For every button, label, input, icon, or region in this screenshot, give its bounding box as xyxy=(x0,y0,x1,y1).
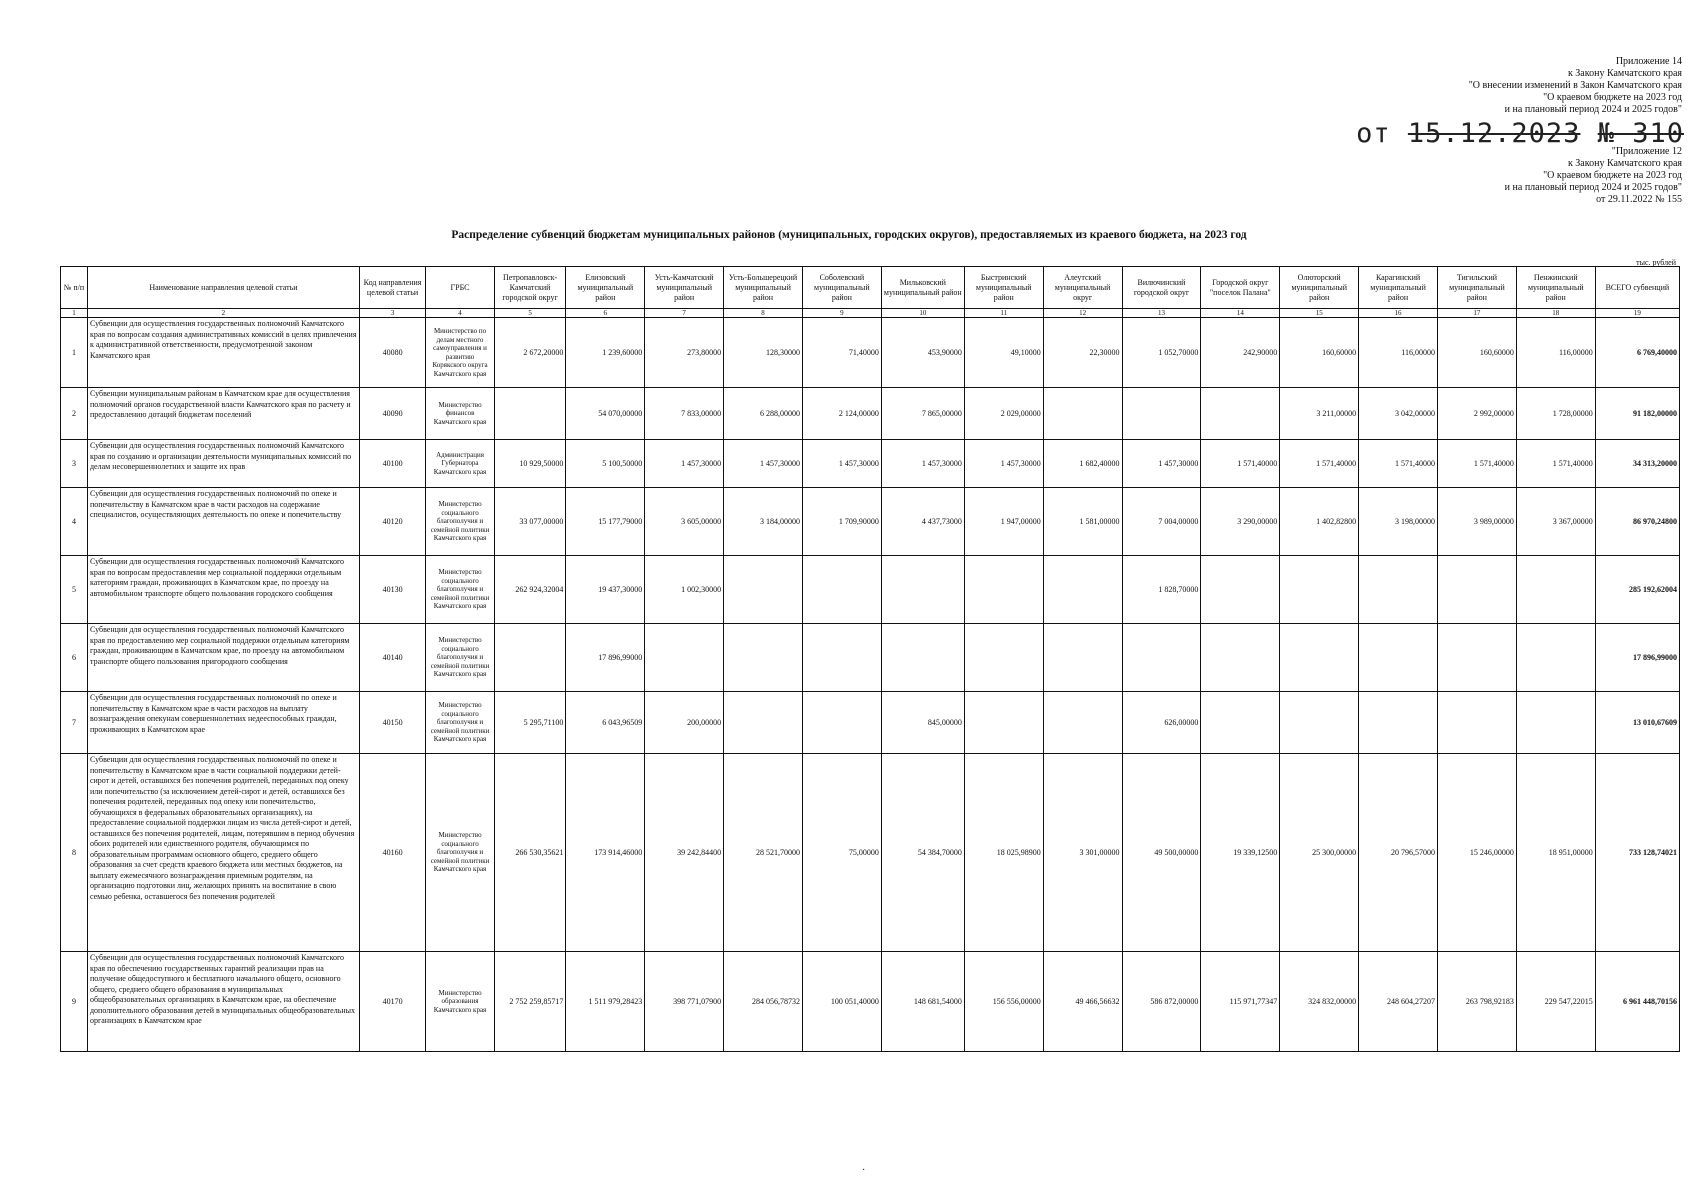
subvention-name: Субвенции для осуществления государственных полномочий Камчатского края по созданию и организации деятельности муниципальных комиссий по делам несовершеннолетних и защите их прав xyxy=(87,440,359,488)
amount-cell xyxy=(1516,556,1595,624)
appendix-line: "О краевом бюджете на 2023 год xyxy=(1543,170,1682,181)
amount-cell: 7 833,00000 xyxy=(645,388,724,440)
stamp-prefix: от xyxy=(1356,118,1391,149)
amount-cell xyxy=(645,624,724,692)
amount-cell: 229 547,22015 xyxy=(1516,952,1595,1052)
amount-cell xyxy=(1122,624,1201,692)
amount-cell: 173 914,46000 xyxy=(566,754,645,952)
amount-cell: 324 832,00000 xyxy=(1280,952,1359,1052)
amount-cell: 1 457,30000 xyxy=(802,440,881,488)
row-number: 4 xyxy=(61,488,88,556)
column-number: 10 xyxy=(881,309,964,318)
amount-cell xyxy=(802,556,881,624)
amount-cell: 6 288,00000 xyxy=(724,388,803,440)
appendix-line: к Закону Камчатского края xyxy=(1567,68,1682,79)
amount-cell: 25 300,00000 xyxy=(1280,754,1359,952)
appendix-line: и на плановый период 2024 и 2025 годов" xyxy=(1504,182,1682,193)
amount-cell: 1 828,70000 xyxy=(1122,556,1201,624)
column-header: ГРБС xyxy=(426,267,494,309)
column-header: Петропавловск-Камчатский городской округ xyxy=(494,267,566,309)
amount-cell: 1 571,40000 xyxy=(1280,440,1359,488)
amount-cell: 1 457,30000 xyxy=(881,440,964,488)
amount-cell xyxy=(1437,624,1516,692)
column-number: 3 xyxy=(359,309,425,318)
target-code: 40170 xyxy=(359,952,425,1052)
column-header: Елизовский муниципальный район xyxy=(566,267,645,309)
amount-cell xyxy=(1043,692,1122,754)
target-code: 40100 xyxy=(359,440,425,488)
column-number: 6 xyxy=(566,309,645,318)
amount-cell xyxy=(1043,388,1122,440)
amount-cell: 115 971,77347 xyxy=(1201,952,1280,1052)
subvention-name: Субвенции для осуществления государственных полномочий по опеке и попечительству в Камчатском крае в части расходов на содержание специалистов, осуществляющих деятельность по опеке и попечительству xyxy=(87,488,359,556)
target-code: 40150 xyxy=(359,692,425,754)
amount-cell: 3 042,00000 xyxy=(1359,388,1438,440)
column-number: 4 xyxy=(426,309,494,318)
total-cell: 6 769,40000 xyxy=(1595,318,1679,388)
amount-cell: 3 989,00000 xyxy=(1437,488,1516,556)
previous-appendix-header xyxy=(1262,146,1682,206)
table-column-number-row xyxy=(61,309,1680,318)
table-row xyxy=(61,692,1680,754)
amount-cell xyxy=(1359,556,1438,624)
amount-cell: 54 070,00000 xyxy=(566,388,645,440)
amount-cell xyxy=(1437,556,1516,624)
amount-cell: 2 672,20000 xyxy=(494,318,566,388)
amount-cell: 1 457,30000 xyxy=(1122,440,1201,488)
amount-cell: 116,00000 xyxy=(1516,318,1595,388)
target-code: 40090 xyxy=(359,388,425,440)
column-header: Мильковский муниципальный район xyxy=(881,267,964,309)
amount-cell: 17 896,99000 xyxy=(566,624,645,692)
amount-cell: 1 457,30000 xyxy=(964,440,1043,488)
amount-cell xyxy=(1201,692,1280,754)
table-row xyxy=(61,754,1680,952)
amount-cell xyxy=(1359,692,1438,754)
column-number: 17 xyxy=(1437,309,1516,318)
amount-cell: 22,30000 xyxy=(1043,318,1122,388)
amount-cell xyxy=(724,624,803,692)
amount-cell xyxy=(802,624,881,692)
amount-cell xyxy=(494,624,566,692)
amount-cell: 71,40000 xyxy=(802,318,881,388)
amount-cell: 3 367,00000 xyxy=(1516,488,1595,556)
amount-cell: 398 771,07900 xyxy=(645,952,724,1052)
row-number: 6 xyxy=(61,624,88,692)
total-cell: 91 182,00000 xyxy=(1595,388,1679,440)
appendix-line: "Приложение 12 xyxy=(1611,146,1682,157)
amount-cell: 2 752 259,85717 xyxy=(494,952,566,1052)
amount-cell: 5 100,50000 xyxy=(566,440,645,488)
table-header-row xyxy=(61,267,1680,309)
amount-cell: 75,00000 xyxy=(802,754,881,952)
total-cell: 17 896,99000 xyxy=(1595,624,1679,692)
budget-administrator: Администрация Губернатора Камчатского края xyxy=(426,440,494,488)
column-number: 12 xyxy=(1043,309,1122,318)
table-row xyxy=(61,488,1680,556)
budget-administrator: Министерство финансов Камчатского края xyxy=(426,388,494,440)
subventions-table xyxy=(60,266,1680,1052)
amount-cell: 33 077,00000 xyxy=(494,488,566,556)
document-title: Распределение субвенций бюджетам муниципальных районов (муниципальных, городских округов), предоставляемых из краевого бюджета, на 2023 год xyxy=(451,229,1247,241)
amount-cell xyxy=(1516,624,1595,692)
amount-cell xyxy=(724,556,803,624)
column-number: 7 xyxy=(645,309,724,318)
column-header: Быстринский муниципальный район xyxy=(964,267,1043,309)
total-cell: 6 961 448,70156 xyxy=(1595,952,1679,1052)
column-header: ВСЕГО субвенций xyxy=(1595,267,1679,309)
amount-cell: 1 571,40000 xyxy=(1359,440,1438,488)
subvention-name: Субвенции для осуществления государственных полномочий Камчатского края по предоставлению мер социальной поддержки отдельным категориям граждан, проживающим в Камчатском крае, по проезду на автомобильном транспорте общего пользования пригородного сообщения xyxy=(87,624,359,692)
amount-cell: 116,00000 xyxy=(1359,318,1438,388)
amount-cell: 273,80000 xyxy=(645,318,724,388)
amount-cell xyxy=(1359,624,1438,692)
amount-cell: 626,00000 xyxy=(1122,692,1201,754)
amount-cell: 3 211,00000 xyxy=(1280,388,1359,440)
table-row xyxy=(61,624,1680,692)
column-header: Олюторский муниципальный район xyxy=(1280,267,1359,309)
amount-cell: 6 043,96509 xyxy=(566,692,645,754)
appendix-line: от 29.11.2022 № 155 xyxy=(1596,194,1682,205)
row-number: 7 xyxy=(61,692,88,754)
column-number: 14 xyxy=(1201,309,1280,318)
appendix-line: к Закону Камчатского края xyxy=(1567,158,1682,169)
target-code: 40120 xyxy=(359,488,425,556)
unit-label: тыс. рублей xyxy=(1636,258,1676,267)
column-header: Алеутский муниципальный округ xyxy=(1043,267,1122,309)
amount-cell: 3 184,00000 xyxy=(724,488,803,556)
page-mark: · xyxy=(862,1165,866,1176)
amount-cell: 1 402,82800 xyxy=(1280,488,1359,556)
appendix-line: и на плановый период 2024 и 2025 годов" xyxy=(1504,104,1682,115)
table-row xyxy=(61,318,1680,388)
table-row xyxy=(61,952,1680,1052)
budget-administrator: Министерство по делам местного самоуправления и развитию Корякского округа Камчатского края xyxy=(426,318,494,388)
total-cell: 733 128,74021 xyxy=(1595,754,1679,952)
amount-cell: 1 581,00000 xyxy=(1043,488,1122,556)
row-number: 9 xyxy=(61,952,88,1052)
amount-cell: 1 457,30000 xyxy=(645,440,724,488)
amount-cell: 200,00000 xyxy=(645,692,724,754)
total-cell: 13 010,67609 xyxy=(1595,692,1679,754)
amount-cell: 20 796,57000 xyxy=(1359,754,1438,952)
amount-cell xyxy=(1043,556,1122,624)
amount-cell: 2 029,00000 xyxy=(964,388,1043,440)
amount-cell: 2 992,00000 xyxy=(1437,388,1516,440)
amount-cell: 7 004,00000 xyxy=(1122,488,1201,556)
budget-administrator: Министерство социального благополучия и семейной политики Камчатского края xyxy=(426,556,494,624)
budget-administrator: Министерство социального благополучия и семейной политики Камчатского края xyxy=(426,624,494,692)
column-header: Вилючинский городской округ xyxy=(1122,267,1201,309)
amount-cell: 160,60000 xyxy=(1280,318,1359,388)
amount-cell xyxy=(1043,624,1122,692)
amount-cell: 49 500,00000 xyxy=(1122,754,1201,952)
appendix-line: Приложение 14 xyxy=(1615,56,1682,67)
amount-cell: 3 290,00000 xyxy=(1201,488,1280,556)
amount-cell: 1 682,40000 xyxy=(1043,440,1122,488)
amount-cell: 160,60000 xyxy=(1437,318,1516,388)
total-cell: 285 192,62004 xyxy=(1595,556,1679,624)
amount-cell: 266 530,35621 xyxy=(494,754,566,952)
amount-cell xyxy=(1437,692,1516,754)
amount-cell xyxy=(964,624,1043,692)
amount-cell xyxy=(1280,556,1359,624)
amount-cell xyxy=(881,556,964,624)
amount-cell: 3 301,00000 xyxy=(1043,754,1122,952)
amount-cell: 10 929,50000 xyxy=(494,440,566,488)
amount-cell: 148 681,54000 xyxy=(881,952,964,1052)
subvention-name: Субвенции для осуществления государственных полномочий по опеке и попечительству в Камчатском крае в части социальной поддержки детей-сирот и детей, оставшихся без попечения родителей, переданных под опеку или попечительство (за исключением детей-сирот и детей, оставшихся без попечения родителей, переданных под опеку или попечительство, обучающихся в федеральных образовательных организациях), на предоставление социальной поддержки лицам из числа детей-сирот и детей, оставшихся без попечения родителей, лицам, потерявшим в период обучения обоих родителей или единственного родителя, обучающимся по образовательным программам основного общего, среднего общего образования за счет средств краевого бюджета или местных бюджетов, на выплату ежемесячного вознаграждения приемным родителям, на организацию подготовки лиц, желающих принять на воспитание в свою семью ребенка, оставшегося без попечения родителей xyxy=(87,754,359,952)
amount-cell: 845,00000 xyxy=(881,692,964,754)
amount-cell xyxy=(802,692,881,754)
column-number: 11 xyxy=(964,309,1043,318)
amount-cell: 128,30000 xyxy=(724,318,803,388)
amount-cell xyxy=(881,624,964,692)
amount-cell: 1 511 979,28423 xyxy=(566,952,645,1052)
amount-cell: 2 124,00000 xyxy=(802,388,881,440)
column-header: Код направления целевой статьи xyxy=(359,267,425,309)
amount-cell: 4 437,73000 xyxy=(881,488,964,556)
amount-cell: 284 056,78732 xyxy=(724,952,803,1052)
amount-cell: 3 198,00000 xyxy=(1359,488,1438,556)
amount-cell: 1 239,60000 xyxy=(566,318,645,388)
amount-cell xyxy=(724,692,803,754)
table-row xyxy=(61,440,1680,488)
amount-cell xyxy=(494,388,566,440)
row-number: 8 xyxy=(61,754,88,952)
amount-cell: 1 947,00000 xyxy=(964,488,1043,556)
column-header: Наименование направления целевой статьи xyxy=(87,267,359,309)
amount-cell: 1 457,30000 xyxy=(724,440,803,488)
amount-cell: 18 025,98900 xyxy=(964,754,1043,952)
table-row xyxy=(61,388,1680,440)
amount-cell: 49,10000 xyxy=(964,318,1043,388)
amount-cell xyxy=(1280,624,1359,692)
row-number: 3 xyxy=(61,440,88,488)
amount-cell xyxy=(1516,692,1595,754)
row-number: 1 xyxy=(61,318,88,388)
stamp-number: № 310 xyxy=(1597,118,1684,149)
total-cell: 34 313,20000 xyxy=(1595,440,1679,488)
stamp-date: 15.12.2023 xyxy=(1407,118,1581,149)
column-header: Усть-Большерецкий муниципальный район xyxy=(724,267,803,309)
column-number: 13 xyxy=(1122,309,1201,318)
appendix-header xyxy=(1262,56,1682,116)
target-code: 40080 xyxy=(359,318,425,388)
amount-cell: 1 571,40000 xyxy=(1201,440,1280,488)
budget-administrator: Министерство социального благополучия и семейной политики Камчатского края xyxy=(426,488,494,556)
amount-cell: 5 295,71100 xyxy=(494,692,566,754)
column-number: 8 xyxy=(724,309,803,318)
amount-cell: 39 242,84400 xyxy=(645,754,724,952)
amount-cell xyxy=(1201,556,1280,624)
row-number: 5 xyxy=(61,556,88,624)
target-code: 40140 xyxy=(359,624,425,692)
subvention-name: Субвенции для осуществления государственных полномочий Камчатского края по вопросам предоставления мер социальной поддержки отдельным категориям граждан, проживающих в Камчатском крае, по проезду на автомобильном транспорте общего пользования городского сообщения xyxy=(87,556,359,624)
column-header: Карагинский муниципальный район xyxy=(1359,267,1438,309)
appendix-line: "О краевом бюджете на 2023 год xyxy=(1543,92,1682,103)
budget-administrator: Министерство социального благополучия и семейной политики Камчатского края xyxy=(426,692,494,754)
amount-cell xyxy=(1201,624,1280,692)
subvention-name: Субвенции муниципальным районам в Камчатском крае для осуществления полномочий органов государственной власти Камчатского края по расчету и предоставлению дотаций бюджетам поселений xyxy=(87,388,359,440)
amount-cell: 1 728,00000 xyxy=(1516,388,1595,440)
target-code: 40160 xyxy=(359,754,425,952)
column-number: 16 xyxy=(1359,309,1438,318)
amount-cell: 1 709,90000 xyxy=(802,488,881,556)
budget-administrator: Министерство социального благополучия и семейной политики Камчатского края xyxy=(426,754,494,952)
amount-cell: 1 571,40000 xyxy=(1437,440,1516,488)
appendix-line: "О внесении изменений в Закон Камчатского края xyxy=(1468,80,1682,91)
amount-cell: 15 177,79000 xyxy=(566,488,645,556)
amount-cell: 1 052,70000 xyxy=(1122,318,1201,388)
amount-cell: 586 872,00000 xyxy=(1122,952,1201,1052)
amount-cell: 100 051,40000 xyxy=(802,952,881,1052)
subvention-name: Субвенции для осуществления государственных полномочий по опеке и попечительству в Камчатском крае в части расходов на выплату вознаграждения опекунам совершеннолетних недееспособных граждан, проживающих в Камчатском крае xyxy=(87,692,359,754)
subvention-name: Субвенции для осуществления государственных полномочий Камчатского края по вопросам создания административных комиссий в целях привлечения к административной ответственности, предусмотренной законом Камчатского края xyxy=(87,318,359,388)
column-number: 5 xyxy=(494,309,566,318)
registration-stamp xyxy=(1356,118,1684,149)
column-header: Соболевский муниципальный район xyxy=(802,267,881,309)
amount-cell: 19 339,12500 xyxy=(1201,754,1280,952)
amount-cell: 28 521,70000 xyxy=(724,754,803,952)
column-number: 9 xyxy=(802,309,881,318)
column-number: 2 xyxy=(87,309,359,318)
amount-cell: 262 924,32004 xyxy=(494,556,566,624)
column-number: 18 xyxy=(1516,309,1595,318)
amount-cell: 248 604,27207 xyxy=(1359,952,1438,1052)
amount-cell: 19 437,30000 xyxy=(566,556,645,624)
column-header: № п/п xyxy=(61,267,88,309)
amount-cell: 7 865,00000 xyxy=(881,388,964,440)
amount-cell xyxy=(1201,388,1280,440)
amount-cell: 18 951,00000 xyxy=(1516,754,1595,952)
budget-administrator: Министерство образования Камчатского края xyxy=(426,952,494,1052)
column-number: 15 xyxy=(1280,309,1359,318)
amount-cell: 49 466,56632 xyxy=(1043,952,1122,1052)
column-header: Городской округ "поселок Палана" xyxy=(1201,267,1280,309)
table-row xyxy=(61,556,1680,624)
total-cell: 86 970,24800 xyxy=(1595,488,1679,556)
amount-cell xyxy=(964,556,1043,624)
amount-cell: 15 246,00000 xyxy=(1437,754,1516,952)
amount-cell: 1 002,30000 xyxy=(645,556,724,624)
column-number: 19 xyxy=(1595,309,1679,318)
amount-cell xyxy=(1122,388,1201,440)
column-header: Усть-Камчатский муниципальный район xyxy=(645,267,724,309)
target-code: 40130 xyxy=(359,556,425,624)
amount-cell xyxy=(1280,692,1359,754)
subvention-name: Субвенции для осуществления государственных полномочий Камчатского края по обеспечению государственных гарантий реализации прав на получение общедоступного и бесплатного начального общего, основного общего, среднего общего образования в муниципальных общеобразовательных организациях в Камчатском крае, на обеспечение дополнительного образования детей в муниципальных общеобразовательных организациях в Камчатском крае xyxy=(87,952,359,1052)
column-header: Тигильский муниципальный район xyxy=(1437,267,1516,309)
amount-cell: 156 556,00000 xyxy=(964,952,1043,1052)
amount-cell: 1 571,40000 xyxy=(1516,440,1595,488)
amount-cell: 263 798,92183 xyxy=(1437,952,1516,1052)
amount-cell: 453,90000 xyxy=(881,318,964,388)
amount-cell: 3 605,00000 xyxy=(645,488,724,556)
column-number: 1 xyxy=(61,309,88,318)
amount-cell: 242,90000 xyxy=(1201,318,1280,388)
column-header: Пенжинский муниципальный район xyxy=(1516,267,1595,309)
amount-cell: 54 384,70000 xyxy=(881,754,964,952)
amount-cell xyxy=(964,692,1043,754)
row-number: 2 xyxy=(61,388,88,440)
